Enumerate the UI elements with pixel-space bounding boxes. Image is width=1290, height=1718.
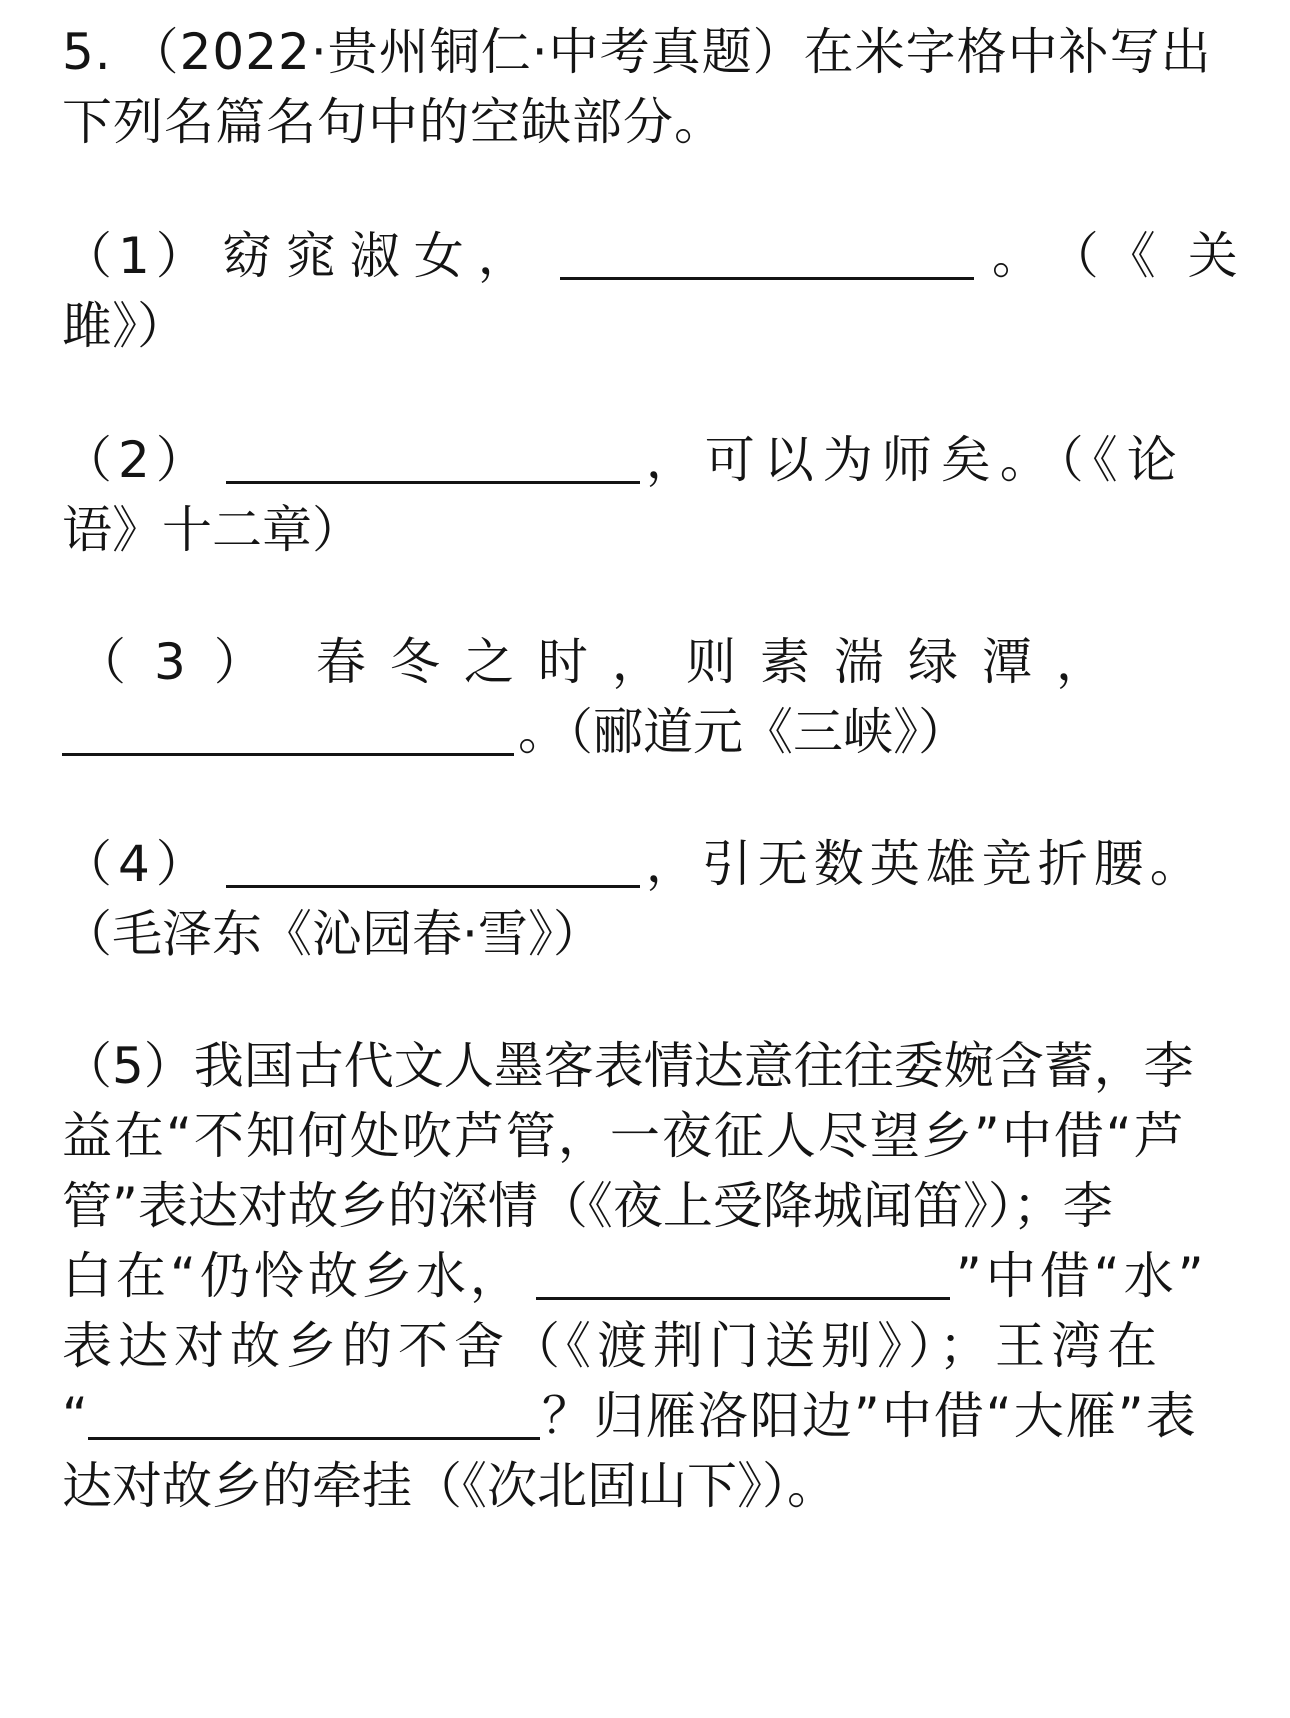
item-1-suffix: 。（《关: [991, 227, 1270, 285]
item-4-line-2: [62, 904, 1228, 964]
item-5-text-4-suffix: ”中借“水”: [955, 1247, 1208, 1305]
item-5-answer-blank-1[interactable]: [536, 1253, 950, 1300]
item-1-source-continued: 雎》）: [62, 297, 187, 355]
item-5-text-2: 益在“不知何处吹芦管，一夜征人尽望乡”中借“芦: [62, 1107, 1186, 1165]
item-4-line-1: [62, 834, 1228, 894]
item-5-text-3: 管”表达对故乡的深情（《夜上受降城闻笛》）；李: [62, 1177, 1113, 1235]
question-header-line-1: [62, 22, 1228, 82]
item-3-char: 则: [685, 633, 736, 691]
item-3-char: 春: [315, 633, 366, 691]
question-header-line-2: [62, 92, 1228, 152]
item-3-char: 时: [537, 633, 588, 691]
item-3-char: 冬: [389, 633, 440, 691]
item-5-line-5: [62, 1316, 1228, 1376]
item-5-text-5: 表达对故乡的不舍（《渡荆门送别》）；王湾在: [62, 1317, 1163, 1375]
item-3-char: 绿: [907, 633, 958, 691]
item-2-line-1: [62, 430, 1228, 490]
item-2-answer-blank[interactable]: [226, 437, 640, 484]
item-1-answer-blank[interactable]: [560, 233, 974, 280]
item-3-line-1: [76, 632, 1106, 692]
item-4-answer-blank[interactable]: [226, 841, 640, 888]
question-header-text-2: 下列名篇名句中的空缺部分。: [62, 93, 725, 151]
item-5-line-2: [62, 1106, 1228, 1166]
item-5-text-6-suffix: ？归雁洛阳边”中借“大雁”表: [541, 1387, 1198, 1445]
item-4-number: （4）: [62, 835, 212, 893]
item-2-suffix: ，可以为师矣。（《论: [645, 431, 1186, 489]
item-3-char: 之: [463, 633, 514, 691]
item-1-number: （1）: [62, 227, 212, 285]
question-header-text-1: 5. （2022·贵州铜仁·中考真题）在米字格中补写出: [62, 23, 1212, 81]
item-3-line-2: [62, 702, 1228, 762]
item-5-text-6-prefix: “: [62, 1387, 88, 1445]
item-5-line-1: [62, 1036, 1228, 1096]
item-5-line-7: [62, 1456, 1228, 1516]
item-2-line-2: [62, 500, 1228, 560]
item-3-number: （3）: [76, 633, 292, 691]
item-4-suffix: ，引无数英雄竞折腰。: [645, 835, 1206, 893]
item-3-char: 潭: [981, 633, 1032, 691]
item-1-line-2: [62, 296, 1228, 356]
page-bottom-edge: [0, 1714, 1290, 1718]
item-1-prefix: 窈窕淑女，: [221, 227, 542, 285]
item-5-text-1: （5）我国古代文人墨客表情达意往往委婉含蓄，李: [62, 1037, 1194, 1095]
item-5-answer-blank-2[interactable]: [88, 1393, 540, 1440]
item-5-line-4: [62, 1246, 1228, 1306]
item-3-answer-blank[interactable]: [62, 709, 514, 756]
item-5-text-4-prefix: 白在“仍怜故乡水，: [62, 1247, 524, 1305]
item-5-text-7: 达对故乡的牵挂（《次北固山下》）。: [62, 1457, 837, 1515]
item-4-source-continued: （毛泽东《沁园春·雪》）: [62, 905, 603, 963]
item-2-source-continued: 语》十二章）: [62, 501, 362, 559]
item-3-char: ，: [611, 633, 662, 691]
item-3-suffix: 。（郦道元《三峡》）: [518, 703, 968, 761]
item-2-number: （2）: [62, 431, 212, 489]
item-3-char: ，: [1055, 633, 1106, 691]
item-5-line-6: [62, 1386, 1228, 1446]
item-3-char: 素: [759, 633, 810, 691]
item-3-char: 湍: [833, 633, 884, 691]
item-5-line-3: [62, 1176, 1228, 1236]
item-1-line-1: [62, 226, 1270, 286]
